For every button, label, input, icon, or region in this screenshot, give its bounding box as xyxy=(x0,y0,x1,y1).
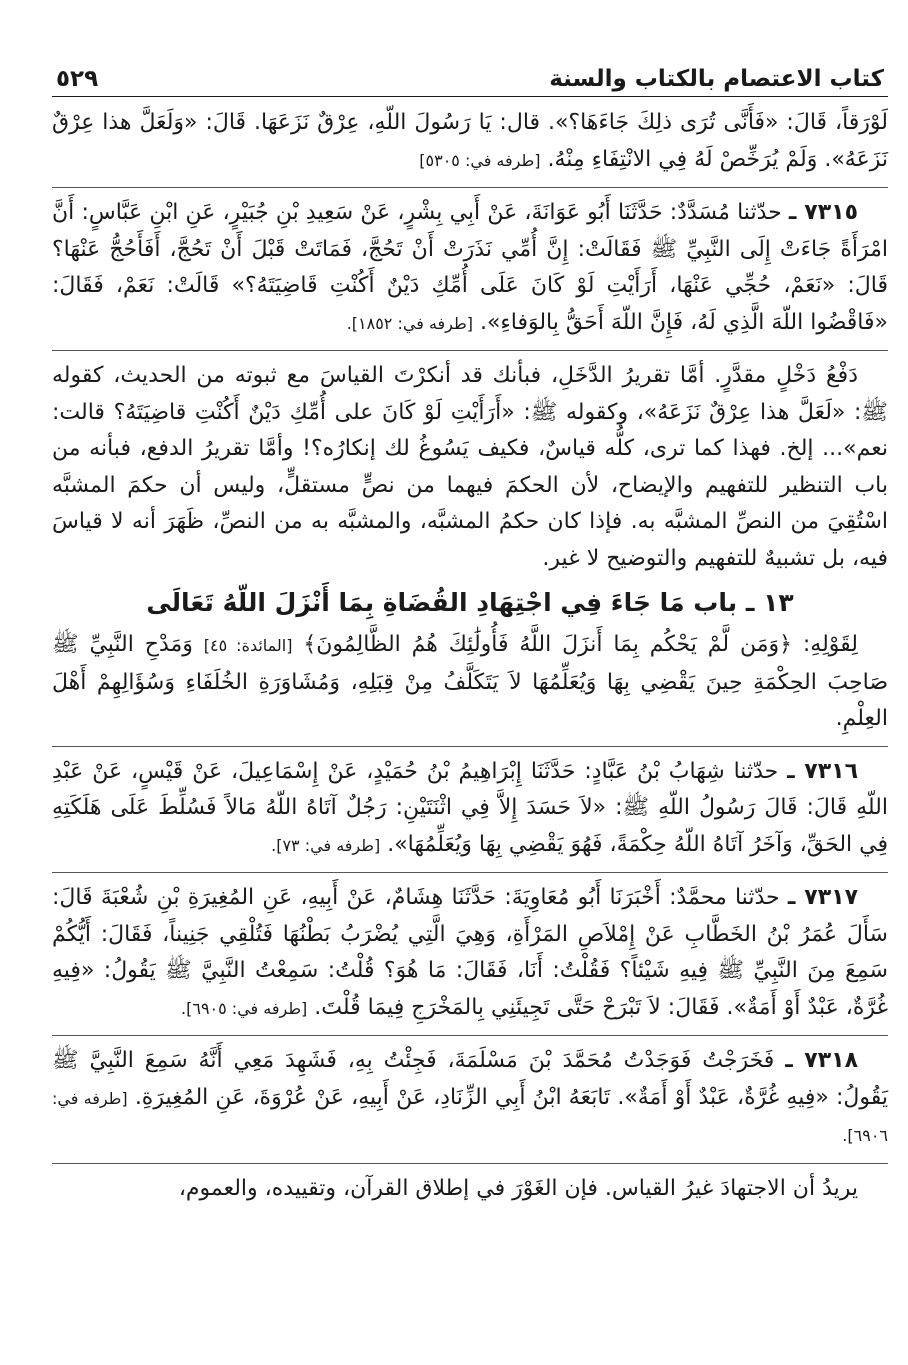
section-divider xyxy=(52,872,888,873)
cross-reference: [طرفه في: ٦٩٠٦]. xyxy=(52,1088,888,1145)
cross-reference: [طرفه في: ١٨٥٢]. xyxy=(346,313,473,333)
intro-text-continued: وَمَدْحِ النَّبِيِّ ﷺ صَاحِبَ الحِكْمَةِ حِينَ يَقْضِي بِهَا وَيُعَلِّمُهَا لاَ يَتَكَلَّفُ مِنْ قِبَلِهِ، وَمُشَاوَرَةِ الخُلَفَاءِ وَسُؤَالِهِمْ أَهْلَ العِلْمِ. xyxy=(52,632,888,731)
cross-reference: [طرفه في: ٥٣٠٥] xyxy=(419,150,541,170)
chapter-intro xyxy=(52,627,888,738)
hadith-text: حدّثنا شِهَابُ بْنُ عَبَّادٍ: حَدَّثَنَا إِبْرَاهِيمُ بْنُ حُمَيْدٍ، عَنْ إِسْمَاعِيلَ، عَنْ قَيْسٍ، عَنْ عَبْدِ اللّهِ قَالَ: قَالَ رَسُولُ اللّهِ ﷺ: «لاَ حَسَدَ إِلاَّ فِي اثْنَتَيْنِ: رَجُلٌ آتَاهُ اللّهُ مَالاً فَسُلِّطَ عَلَى هَلَكَتِهِ فِي الحَقِّ، وَآخَرُ آتَاهُ اللّهُ حِكْمَةً، فَهُوَ يَقْضِي بِهَا وَيُعَلِّمُهَا». xyxy=(52,758,888,857)
intro-text: لِقَوْلِهِ: ﴿وَمَن لَّمْ يَحْكُم بِمَا أَنزَلَ اللَّهُ فَأُولَٰئِكَ هُمُ الظَّالِمُونَ﴾ xyxy=(303,632,858,657)
hadith-7315 xyxy=(52,195,888,342)
hadith-7318 xyxy=(52,1043,888,1155)
hadith-number: ٧٣١٥ ـ xyxy=(788,200,858,225)
commentary-text: دَفْعُ دَخْلٍ مقدَّرٍ. أمَّا تقريرُ الدَّخَلِ، فبأنك قد أنكرْتَ القياسَ مع ثبوته من الحديث، كقوله ﷺ: «لَعَلَّ هذا عِرْقٌ نَزَعَهُ»، وكقوله ﷺ: «أَرَأَيْتِ لَوْ كَانَ على أُمِّكِ دَيْنٌ أَكُنْتِ قاضِيَتَهُ؟ قالت: نعم»... إلخ. فهذا كما ترى، كلُّه قياسٌ، فكيف يَسُوغُ لك إنكارُه؟! وأمَّا تقريرُ الدفع، فبأنه من باب التنظير للتفهيم والإيضاح، لأن الحكمَ فيهما من نصٍّ مستقلٍّ، وليس أن حكمَ المشبَّه اسْتُقِيَ من النصِّ المشبَّه به. فإذا كان حكمُ المشبَّه، والمشبَّه به من النصِّ، ظَهَرَ أنه لا قياسَ فيه، بل تشبيهٌ للتفهيم والتوضيح لا غير. xyxy=(52,363,888,571)
chapter-heading: ١٣ ـ باب مَا جَاءَ فِي اجْتِهَادِ القُضَاةِ بِمَا أَنْزَلَ اللّهُ تَعَالَى xyxy=(146,588,794,617)
section-divider xyxy=(52,746,888,747)
page-number: ٥٢٩ xyxy=(56,66,99,92)
hadith-continuation xyxy=(52,105,888,179)
hadith-text: فَخَرَجْتُ فَوَجَدْتُ مُحَمَّدَ بْنَ مَسْلَمَةَ، فَجِئْتُ بِهِ، فَشَهِدَ مَعِي أَنَّهُ سَمِعَ النَّبِيَّ ﷺ يَقُولُ: «فِيهِ غُرَّةٌ، عَبْدٌ أَوْ أَمَةٌ». تَابَعَهُ ابْنُ أَبِي الزِّنَادِ، عَنْ أَبِيهِ، عَنْ عُرْوَةَ، عَنِ المُغِيرَةِ. xyxy=(52,1048,888,1110)
cross-reference: [طرفه في: ٦٩٠٥]. xyxy=(181,998,308,1018)
commentary-paragraph xyxy=(52,1171,888,1208)
hadith-number: ٧٣١٦ ـ xyxy=(787,758,858,784)
hadith-7316 xyxy=(52,754,888,865)
commentary-text: يريدُ أن الاجتهادَ غيرُ القياس. فإن الغَوْرَ في إطلاق القرآن، وتقييده، والعموم، xyxy=(178,1175,858,1201)
page-header xyxy=(52,54,888,97)
hadith-text: لَوْرَقاً، قَالَ: «فَأَنَّى تُرَى ذلِكَ جَاءَهَا؟». قال: يَا رَسُولَ اللّهِ، عِرْقٌ نَزَعَهَا. قَالَ: «وَلَعَلَّ هذا عِرْقٌ نَزَعَهُ». وَلَمْ يُرَخِّصْ لَهُ فِي الانْتِفَاءِ مِنْهُ. xyxy=(52,110,888,172)
hadith-number: ٧٣١٧ ـ xyxy=(787,885,859,910)
section-divider xyxy=(52,1035,888,1036)
running-title: كتاب الاعتصام بالكتاب والسنة xyxy=(549,66,884,92)
section-divider xyxy=(52,350,888,351)
quran-reference: [المائدة: ٤٥] xyxy=(203,636,293,655)
hadith-text: حدّثنا مُسَدَّدٌ: حَدَّثَنَا أَبُو عَوَانَةَ، عَنْ أَبِي بِشْرٍ، عَنْ سَعِيدِ بْنِ جُبَيْرٍ، عَنِ ابْنِ عَبَّاسٍ: أَنَّ امْرَأَةً جَاءَتْ إِلَى النَّبِيِّ ﷺ فَقَالَتْ: إِنَّ أُمِّي نَذَرَتْ أَنْ تَحُجَّ، فَمَاتَتْ قَبْلَ أَنْ تَحُجَّ، أَفَأَحُجُّ عَنْهَا؟ قَالَ: «نَعَمْ، حُجِّي عَنْهَا، أَرَأَيْتِ لَوْ كَانَ عَلَى أُمِّكِ دَيْنٌ أَكُنْتِ قَاضِيَتَهُ؟» قَالَتْ: نَعَمْ، فَقَالَ: «فَاقْضُوا اللّهَ الَّذِي لَهُ، فَإِنَّ اللّهَ أَحَقُّ بِالوَفاءِ». xyxy=(52,200,888,335)
commentary-paragraph xyxy=(52,358,888,577)
section-divider xyxy=(52,1163,888,1164)
hadith-number: ٧٣١٨ ـ xyxy=(785,1048,858,1073)
book-page xyxy=(52,54,888,1207)
hadith-7317 xyxy=(52,880,888,1027)
cross-reference: [طرفه في: ٧٣]. xyxy=(271,835,381,855)
section-divider xyxy=(52,187,888,188)
hadith-text: حدّثنا محمَّدٌ: أَخْبَرَنَا أَبُو مُعَاوِيَةَ: حَدَّثَنَا هِشَامٌ، عَنْ أَبِيهِ، عَنِ المُغِيرَةِ بْنِ شُعْبَةَ قَالَ: سَأَلَ عُمَرُ بْنُ الخَطَّابِ عَنْ إِمْلاَصِ المَرْأَةِ، وَهِيَ الَّتِي يُضْرَبُ بَطْنُهَا فَتُلْقِي جَنِيناً، فَقَالَ: أَيُّكُمْ سَمِعَ مِنَ النَّبِيِّ ﷺ فِيهِ شَيْئاً؟ فَقُلْتُ: أَنَا، فَقَالَ: مَا هُوَ؟ قُلْتُ: سَمِعْتُ النَّبِيَّ ﷺ يَقُولُ: «فِيهِ غُرَّةٌ، عَبْدٌ أَوْ أَمَةٌ». فَقَالَ: لاَ تَبْرَحْ حَتَّى تَجِيئَنِي بِالمَخْرَجِ فِيمَا قُلْتَ. xyxy=(52,885,888,1020)
page-content xyxy=(52,97,888,1207)
